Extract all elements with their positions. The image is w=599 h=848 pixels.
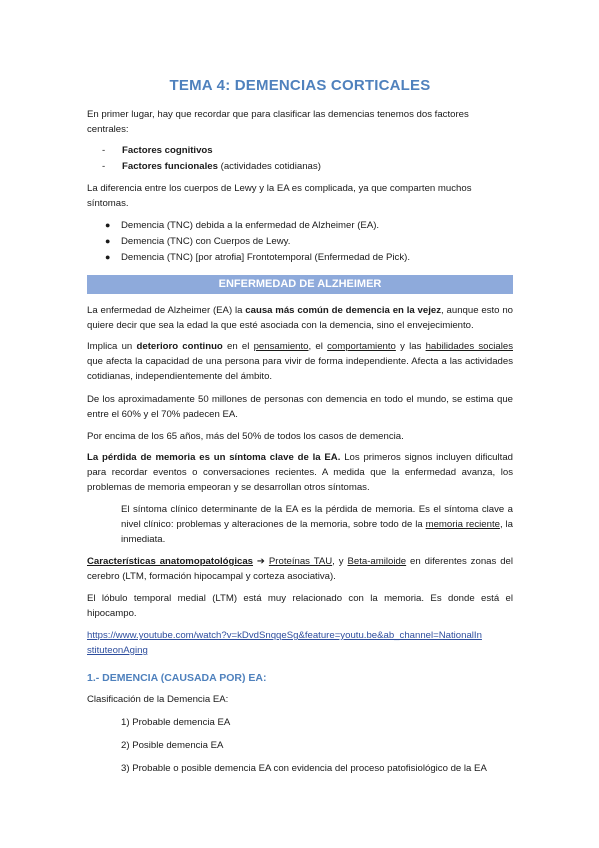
paragraph-memory-loss bbox=[87, 451, 513, 496]
paragraph-anatomopathology bbox=[87, 555, 513, 585]
numbered-item-3: 3) Probable o posible demencia EA con evidencia del proceso patofisiológico de la EA bbox=[121, 763, 487, 774]
factor-item-2 bbox=[102, 160, 321, 175]
factor-item-1 bbox=[102, 144, 213, 159]
p2-underline-behavior: comportamiento bbox=[327, 341, 396, 352]
p2-text-a: Implica un bbox=[87, 341, 137, 352]
dash-marker: - bbox=[102, 161, 106, 172]
p5-text: Los primeros signos incluyen dificultad para recordar eventos o conversaciones recientes. A medida que la enfermedad avanza, los problemas de memoria empeoran y se desarrollan otros síntomas. bbox=[87, 452, 513, 493]
video-link[interactable] bbox=[87, 629, 513, 659]
p2-bold: deterioro continuo bbox=[136, 341, 223, 352]
p7-text-c: , y bbox=[332, 556, 348, 567]
bullet-1-text: Demencia (TNC) debida a la enfermedad de Alzheimer (EA). bbox=[121, 220, 380, 231]
p2-text-i: que afecta la capacidad de una persona para vivir de forma independiente. Afecta a las actividades cotidianas, independientemente del ámbito. bbox=[87, 355, 513, 382]
section-banner: ENFERMEDAD DE ALZHEIMER bbox=[87, 275, 513, 294]
p6-text-a: El síntoma clínico determinante de la EA es la pérdida de memoria. Es el síntoma clave a nivel clínico: problemas y alteraciones de la memoria, sobre todo de la bbox=[121, 504, 513, 530]
p2-underline-social: habilidades sociales bbox=[425, 341, 513, 352]
bullet-item-2 bbox=[105, 235, 290, 250]
p7-underline-tau: Proteínas TAU bbox=[268, 556, 333, 567]
factor-2-bold: Factores funcionales bbox=[122, 161, 218, 172]
p2-text-g: y las bbox=[395, 341, 426, 352]
p1-text-a: La enfermedad de Alzheimer (EA) la bbox=[87, 305, 246, 316]
p1-bold: causa más común de demencia en la vejez bbox=[245, 305, 442, 316]
p2-underline-thinking: pensamiento bbox=[253, 341, 309, 352]
p7-underline-beta: Beta-amiloide bbox=[347, 556, 407, 567]
classification-label: Clasificación de la Demencia EA: bbox=[87, 694, 229, 705]
p1-text-c: , aunque esto no quiere decir que sea la edad la que esté asociada con la demencia, sino el envejecimiento. bbox=[87, 305, 513, 331]
p2-text-e: , el bbox=[308, 341, 328, 352]
paragraph-ea-definition bbox=[87, 304, 513, 334]
intro-paragraph: En primer lugar, hay que recordar que para clasificar las demencias tenemos dos factores centrales: bbox=[87, 109, 469, 135]
paragraph-ltm: El lóbulo temporal medial (LTM) está muy relacionado con la memoria. Es donde está el hipocampo. bbox=[87, 593, 513, 619]
arrow-icon: ➔ bbox=[253, 556, 269, 567]
p6-text-c: , la inmediata. bbox=[121, 518, 513, 545]
factor-1-bold: Factores cognitivos bbox=[122, 145, 213, 156]
factor-2-rest: (actividades cotidianas) bbox=[217, 161, 321, 172]
numbered-item-1: 1) Probable demencia EA bbox=[121, 717, 231, 728]
p2-text-c: en el bbox=[222, 341, 254, 352]
paragraph-clinical-symptom bbox=[121, 503, 513, 548]
section-heading-1: 1.- DEMENCIA (CAUSADA POR) EA: bbox=[87, 672, 267, 684]
p6-underline-recent-memory: memoria reciente bbox=[425, 518, 500, 530]
bullet-2-text: Demencia (TNC) con Cuerpos de Lewy. bbox=[121, 236, 291, 247]
paragraph-statistics: De los aproximadamente 50 millones de personas con demencia en todo el mundo, se estima que entre el 60% y el 70% padecen EA. bbox=[87, 394, 513, 420]
lewy-paragraph: La diferencia entre los cuerpos de Lewy y la EA es complicada, ya que comparten muchos síntomas. bbox=[87, 183, 472, 209]
paragraph-ea-implications bbox=[87, 340, 513, 385]
link-line-1[interactable]: https://www.youtube.com/watch?v=kDvdSnqqeSg&feature=youtu.be&ab_channel=NationalIn bbox=[87, 630, 482, 641]
dash-marker: - bbox=[102, 145, 106, 156]
bullet-icon: ● bbox=[105, 252, 111, 262]
p7-bold-underline: Características anatomopatológicas bbox=[87, 556, 254, 567]
bullet-icon: ● bbox=[105, 220, 111, 230]
p5-bold: La pérdida de memoria es un síntoma clave de la EA. bbox=[87, 452, 341, 463]
bullet-icon: ● bbox=[105, 236, 111, 246]
bullet-item-3 bbox=[105, 251, 410, 266]
paragraph-age-stat: Por encima de los 65 años, más del 50% de todos los casos de demencia. bbox=[87, 431, 404, 442]
bullet-item-1 bbox=[105, 219, 379, 234]
numbered-item-2: 2) Posible demencia EA bbox=[121, 740, 224, 751]
bullet-3-text: Demencia (TNC) [por atrofia] Frontotemporal (Enfermedad de Pick). bbox=[121, 252, 410, 263]
p7-text-e: en diferentes zonas del cerebro (LTM, formación hipocampal y corteza asociativa). bbox=[87, 556, 514, 582]
link-line-2[interactable]: stituteonAging bbox=[87, 644, 148, 656]
page-title: TEMA 4: DEMENCIAS CORTICALES bbox=[169, 77, 431, 94]
